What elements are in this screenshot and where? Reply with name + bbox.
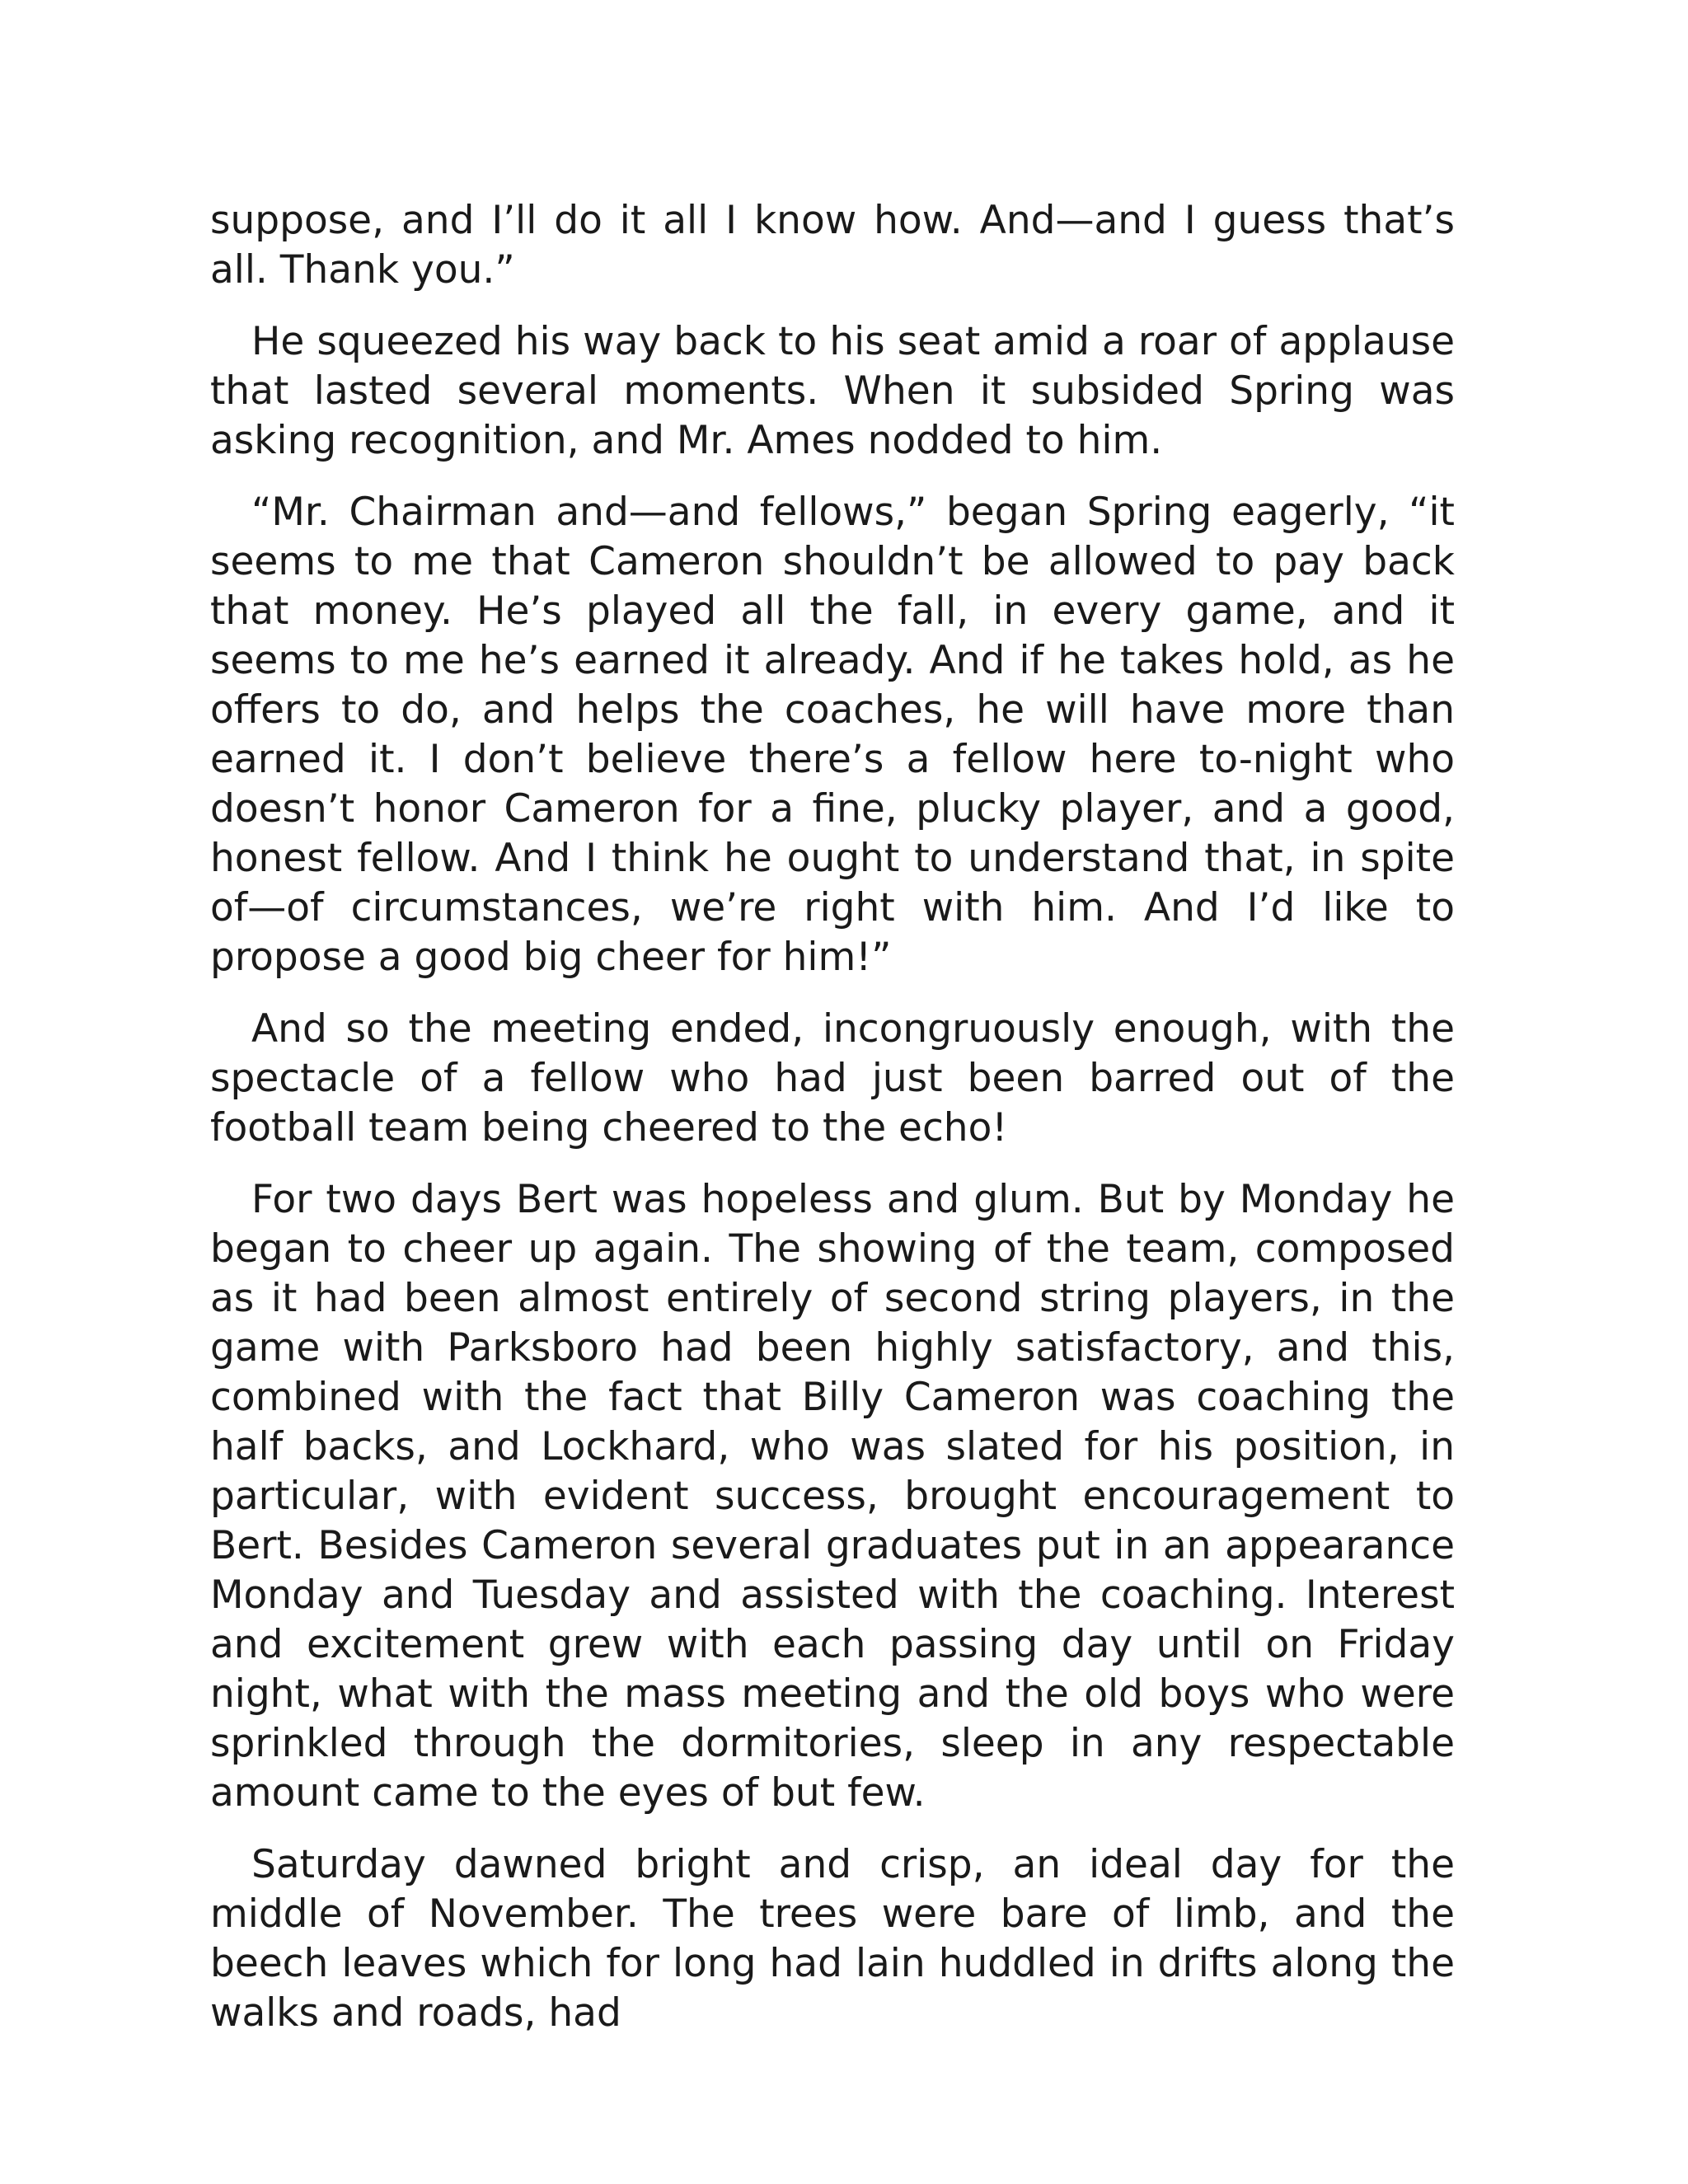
paragraph-6: Saturday dawned bright and crisp, an ideal day for the middle of November. The trees were bare of limb, and the beech leaves which for long had lain huddled in drifts along the walks and roads, had <box>210 1842 1455 2036</box>
paragraph-2: He squeezed his way back to his seat amid a roar of applause that lasted several moments. When it subsided Spring was asking recognition, and Mr. Ames nodded to him. <box>210 319 1455 463</box>
paragraph-4: And so the meeting ended, incongruously enough, with the spectacle of a fellow who had just been barred out of the football team being cheered to the echo! <box>210 1006 1455 1151</box>
paragraph-1: suppose, and I’ll do it all I know how. And—and I guess that’s all. Thank you.” <box>210 198 1455 293</box>
paragraph-3: “Mr. Chairman and—and fellows,” began Spring eagerly, “it seems to me that Cameron shouldn’t be allowed to pay back that money. He’s played all the fall, in every game, and it seems to me he’s earned it already. And if he takes hold, as he offers to do, and helps the coaches, he will have more than earned it. I don’t believe there’s a fellow here to-night who doesn’t honor Cameron for a fine, plucky player, and a good, honest fellow. And I think he ought to understand that, in spite of—of circumstances, we’re right with him. And I’d like to propose a good big cheer for him!” <box>210 490 1455 980</box>
page-body <box>210 196 1455 2060</box>
paragraph-5: For two days Bert was hopeless and glum. But by Monday he began to cheer up again. The showing of the team, composed as it had been almost entirely of second string players, in the game with Parksboro had been highly satisfactory, and this, combined with the fact that Billy Cameron was coaching the half backs, and Lockhard, who was slated for his position, in particular, with evident success, brought encouragement to Bert. Besides Cameron several graduates put in an appearance Monday and Tuesday and assisted with the coaching. Interest and excitement grew with each passing day until on Friday night, what with the mass meeting and the old boys who were sprinkled through the dormitories, sleep in any respectable amount came to the eyes of but few. <box>210 1177 1455 1816</box>
